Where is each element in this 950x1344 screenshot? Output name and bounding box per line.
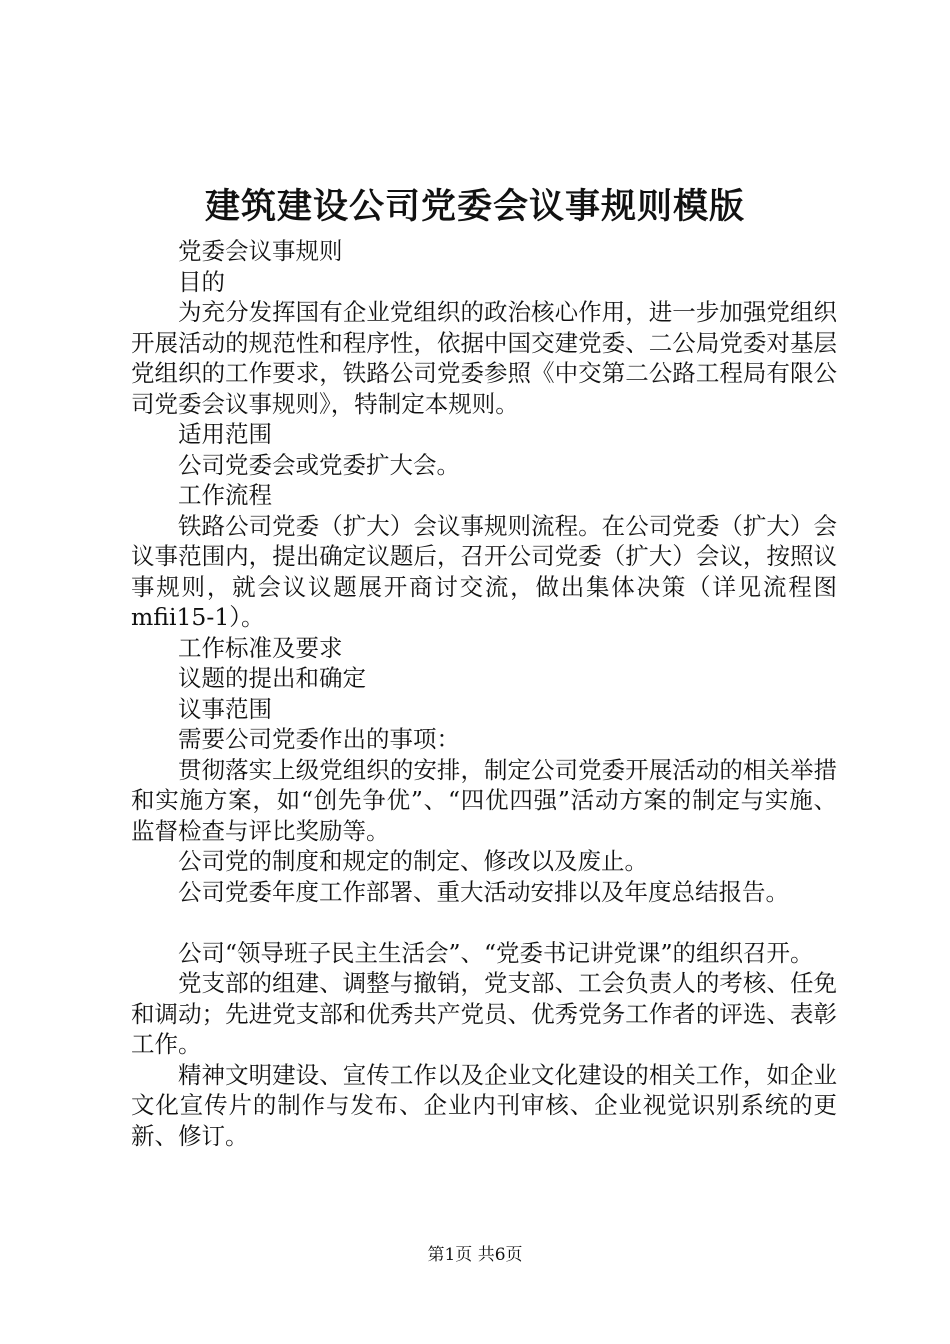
heading-range: 议事范围	[178, 694, 272, 723]
heading-standards: 工作标准及要求	[178, 633, 343, 662]
heading-workflow: 工作流程	[178, 481, 272, 509]
list-item: 贯彻落实上级党组织的安排，制定公司党委开展活动的相关举措和实施方案，如“创先争优”、“四优四强”活动方案的制定与实施、监督检查与评比奖励等。	[131, 755, 837, 845]
list-item: 公司党的制度和规定的制定、修改以及废止。	[178, 847, 648, 875]
heading-agenda: 议题的提出和确定	[178, 664, 366, 692]
list-item: 精神文明建设、宣传工作以及企业文化建设的相关工作，如企业文化宣传片的制作与发布、企业内刊审核、企业视觉识别系统的更新、修订。	[131, 1060, 837, 1150]
document-title: 建筑建设公司党委会议事规则模版	[204, 187, 745, 227]
list-item: 公司党委年度工作部署、重大活动安排以及年度总结报告。	[178, 877, 789, 906]
paragraph-purpose: 为充分发挥国有企业党组织的政治核心作用，进一步加强党组织开展活动的规范性和程序性，依据中国交建党委、二公局党委对基层党组织的工作要求，铁路公司党委参照《中交第二公路工程局有限公司党委会议事规则》，特制定本规则。	[131, 298, 837, 418]
document-body	[131, 236, 837, 1151]
list-item: 党支部的组建、调整与撤销，党支部、工会负责人的考核、任免和调动；先进党支部和优秀共产党员、优秀党务工作者的评选、表彰工作。	[131, 969, 837, 1058]
heading-purpose: 目的	[178, 267, 225, 296]
page-footer: 第1页 共6页	[427, 1245, 523, 1265]
paragraph-scope: 公司党委会或党委扩大会。	[178, 450, 460, 479]
list-item: 公司“领导班子民主生活会”、“党委书记讲党课”的组织召开。	[178, 938, 814, 967]
paragraph-items-intro: 需要公司党委作出的事项：	[178, 725, 460, 753]
heading-scope: 适用范围	[178, 420, 272, 448]
paragraph-workflow: 铁路公司党委（扩大）会议事规则流程。在公司党委（扩大）会议事范围内，提出确定议题后，召开公司党委（扩大）会议，按照议事规则，就会议议题展开商讨交流，做出集体决策（详见流程图mfii15-1）。	[131, 511, 837, 631]
heading-rules: 党委会议事规则	[178, 237, 343, 265]
blank-line	[131, 907, 837, 938]
